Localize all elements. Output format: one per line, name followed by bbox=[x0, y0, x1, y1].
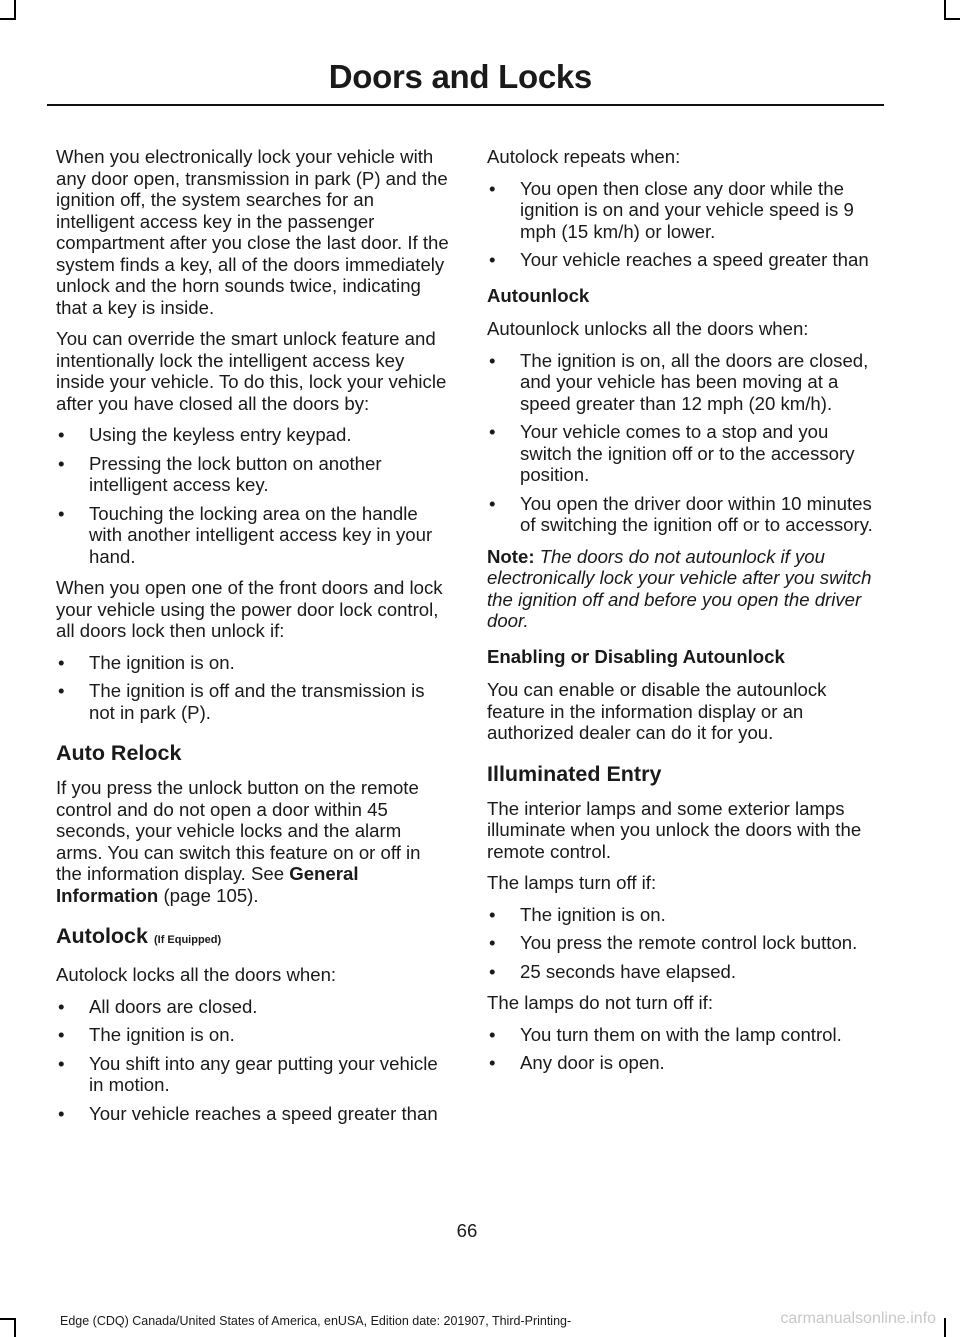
paragraph-smart-unlock: When you electronically lock your vehicle with any door open, transmission in park (P) and the ignition off, the system searches for an intelligent access key in the passenger compartment after you close the last door. If the system finds a key, all of the doors immediately unlock and the horn sounds twice, indicating that a key is inside. bbox=[56, 146, 449, 318]
list-item: • Any door is open. bbox=[489, 1052, 665, 1073]
note-text: The doors do not autounlock if you electronically lock your vehicle after you switch the ignition off and before you open the driver door. bbox=[487, 545, 872, 631]
autolock-repeats-list bbox=[487, 178, 880, 271]
paragraph-autolock-repeats: Autolock repeats when: bbox=[487, 146, 681, 167]
autolock-list bbox=[56, 996, 449, 1125]
crop-mark-top-right-v bbox=[944, 0, 946, 20]
paragraph-illuminated-entry: The interior lamps and some exterior lamps illuminate when you unlock the doors with the remote control. bbox=[487, 797, 862, 862]
lamps-off-list bbox=[487, 904, 880, 983]
header-divider bbox=[47, 104, 884, 106]
list-item: • The ignition is off and the transmission is not in park (P). bbox=[58, 680, 425, 723]
heading-illuminated-entry: Illuminated Entry bbox=[487, 761, 662, 786]
paragraph-enable-disable: You can enable or disable the autounlock feature in the information display or an authorized dealer can do it for you. bbox=[487, 679, 827, 743]
list-item: • Your vehicle comes to a stop and you switch the ignition off or to the accessory position. bbox=[489, 421, 855, 485]
list-item: • You shift into any gear putting your vehicle in motion. bbox=[58, 1052, 438, 1095]
general-information-link[interactable]: General Information bbox=[56, 863, 359, 906]
paragraph-auto-relock: If you press the unlock button on the remote control and do not open a door within 45 seconds, your vehicle locks and the alarm arms. You can switch this feature on or off in the information display. See General Information (page 105). bbox=[56, 777, 421, 906]
heading-enable-disable-autounlock: Enabling or Disabling Autounlock bbox=[487, 645, 785, 667]
autounlock-list bbox=[487, 350, 880, 536]
list-item: • You turn them on with the lamp control. bbox=[489, 1023, 842, 1045]
list-item: • You press the remote control lock button. bbox=[489, 932, 858, 953]
crop-mark-top-left-v bbox=[14, 0, 16, 20]
list-item: • The ignition is on, all the doors are closed, and your vehicle has been moving at a speed greater than 12 mph (20 km/h). bbox=[489, 349, 869, 414]
note bbox=[487, 546, 880, 632]
list-item: • Touching the locking area on the handle with another intelligent access key in your hand. bbox=[58, 502, 433, 567]
crop-mark-bottom-left-v bbox=[14, 1318, 16, 1337]
list-item: • Pressing the lock button on another intelligent access key. bbox=[58, 452, 382, 495]
crop-mark-top-right-h bbox=[944, 18, 960, 20]
right-column bbox=[487, 146, 880, 1084]
list-item: • Your vehicle reaches a speed greater than bbox=[489, 249, 869, 270]
crop-mark-bottom-right-v bbox=[944, 1318, 946, 1337]
list-item: • All doors are closed. bbox=[58, 995, 258, 1017]
list-item: • The ignition is on. bbox=[58, 1024, 235, 1045]
list-item: • The ignition is on. bbox=[489, 903, 666, 925]
paragraph-autounlock: Autounlock unlocks all the doors when: bbox=[487, 318, 809, 339]
footer-edition-info: Edge (CDQ) Canada/United States of America, enUSA, Edition date: 201907, Third-Printing- bbox=[60, 1314, 572, 1328]
paragraph-front-doors: When you open one of the front doors and lock your vehicle using the power door lock control, all doors lock then unlock if: bbox=[56, 577, 443, 641]
page-number: 66 bbox=[456, 1220, 478, 1241]
paragraph-lamps-stay-on: The lamps do not turn off if: bbox=[487, 992, 714, 1013]
paragraph-lamps-off: The lamps turn off if: bbox=[487, 872, 657, 893]
heading-autolock: Autolock (If Equipped) bbox=[56, 924, 222, 948]
front-doors-list bbox=[56, 652, 449, 724]
list-item: • Your vehicle reaches a speed greater than bbox=[58, 1102, 438, 1124]
page-title: Doors and Locks bbox=[328, 58, 592, 95]
crop-mark-bottom-left-h bbox=[0, 1318, 16, 1320]
list-item: • The ignition is on. bbox=[58, 651, 235, 673]
lamps-stay-on-list bbox=[487, 1024, 880, 1074]
paragraph-autolock: Autolock locks all the doors when: bbox=[56, 964, 337, 985]
heading-autounlock: Autounlock bbox=[487, 284, 590, 306]
override-list bbox=[56, 424, 449, 567]
crop-mark-top-left-h bbox=[0, 18, 16, 20]
list-item: • 25 seconds have elapsed. bbox=[489, 960, 737, 982]
list-item: • Using the keyless entry keypad. bbox=[58, 424, 352, 445]
note-label: Note: bbox=[487, 545, 535, 567]
watermark: carmanualsonline.info bbox=[780, 1310, 936, 1327]
paragraph-override: You can override the smart unlock feature and intentionally lock the intelligent access key inside your vehicle. To do this, lock your vehicle after you have closed all the doors by: bbox=[56, 328, 447, 414]
heading-auto-relock: Auto Relock bbox=[56, 741, 182, 765]
list-item: • You open then close any door while the ignition is on and your vehicle speed is 9 mph (15 km/h) or lower. bbox=[489, 177, 854, 242]
if-equipped-note: (If Equipped) bbox=[153, 934, 222, 946]
list-item: • You open the driver door within 10 minutes of switching the ignition off or to accessory. bbox=[489, 492, 873, 535]
left-column bbox=[56, 146, 449, 1134]
